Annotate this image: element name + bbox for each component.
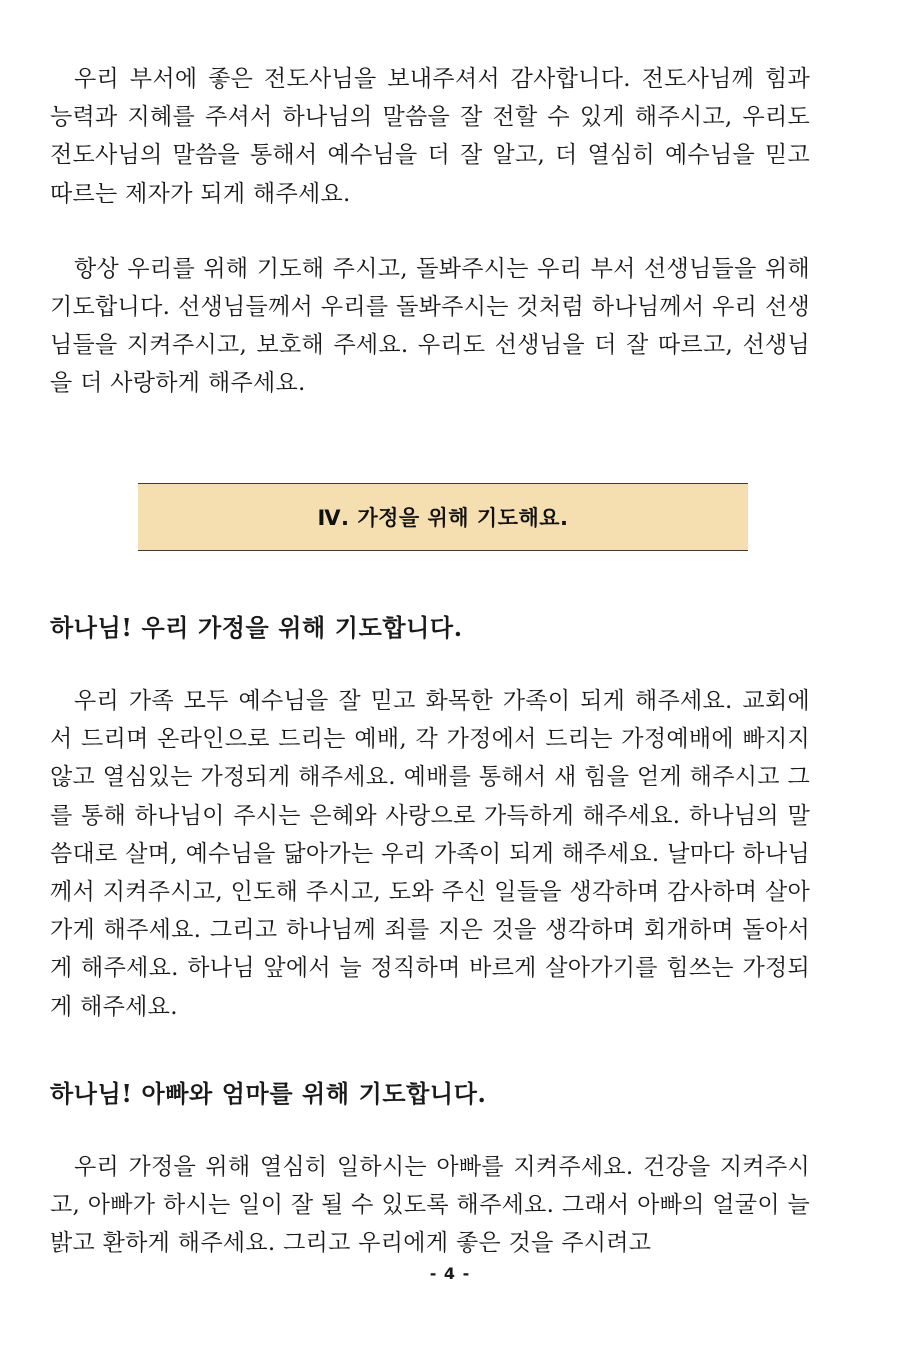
intro-text [50, 60, 810, 403]
paragraph-pastor: 우리 부서에 좋은 전도사님을 보내주셔서 감사합니다. 전도사님께 힘과 능력과 지혜를 주셔서 하나님의 말씀을 잘 전할 수 있게 해주시고, 우리도 전도사님의 말씀을 통해서 예수님을 더 잘 알고, 더 열심히 예수님을 믿고 따르는 제자가 되게 해주세요. [50, 66, 810, 207]
page-number: - 4 - [429, 1264, 471, 1283]
family-block [50, 682, 810, 1026]
section-title: Ⅳ. 가정을 위해 기도해요. [317, 506, 569, 530]
section-header-box [138, 483, 748, 551]
heading-parents: 하나님! 아빠와 엄마를 위해 기도합니다. [50, 1079, 487, 1108]
paragraph-teachers: 항상 우리를 위해 기도해 주시고, 돌봐주시는 우리 부서 선생님들을 위해 기도합니다. 선생님들께서 우리를 돌봐주시는 것처럼 하나님께서 우리 선생님들을 지켜주시고, 보호해 주세요. 우리도 선생님을 더 잘 따르고, 선생님을 더 사랑하게 해주세요. [50, 255, 810, 397]
heading-family: 하나님! 우리 가정을 위해 기도합니다. [50, 613, 463, 642]
paragraph-family: 우리 가족 모두 예수님을 잘 믿고 화목한 가족이 되게 해주세요. 교회에서 드리며 온라인으로 드리는 예배, 각 가정에서 드리는 가정예배에 빠지지 않고 열심있는 가정되게 해주세요. 예배를 통해서 새 힘을 얻게 해주시고 그를 통해 하나님이 주시는 은혜와 사랑으로 가득하게 해주세요. 하나님의 말씀대로 살며, 예수님을 닮아가는 우리 가족이 되게 해주세요. 날마다 하나님께서 지켜주시고, 인도해 주시고, 도와 주신 일들을 생각하며 감사하며 살아가게 해주세요. 그리고 하나님께 죄를 지은 것을 생각하며 회개하며 돌아서게 해주세요. 하나님 앞에서 늘 정직하며 바르게 살아가기를 힘쓰는 가정되게 해주세요. [50, 688, 810, 1020]
paragraph-parents: 우리 가정을 위해 열심히 일하시는 아빠를 지켜주세요. 건강을 지켜주시고, 아빠가 하시는 일이 잘 될 수 있도록 해주세요. 그래서 아빠의 얼굴이 늘 밝고 환하게 해주세요. 그리고 우리에게 좋은 것을 주시려고 [50, 1154, 810, 1257]
parents-block [50, 1148, 810, 1263]
